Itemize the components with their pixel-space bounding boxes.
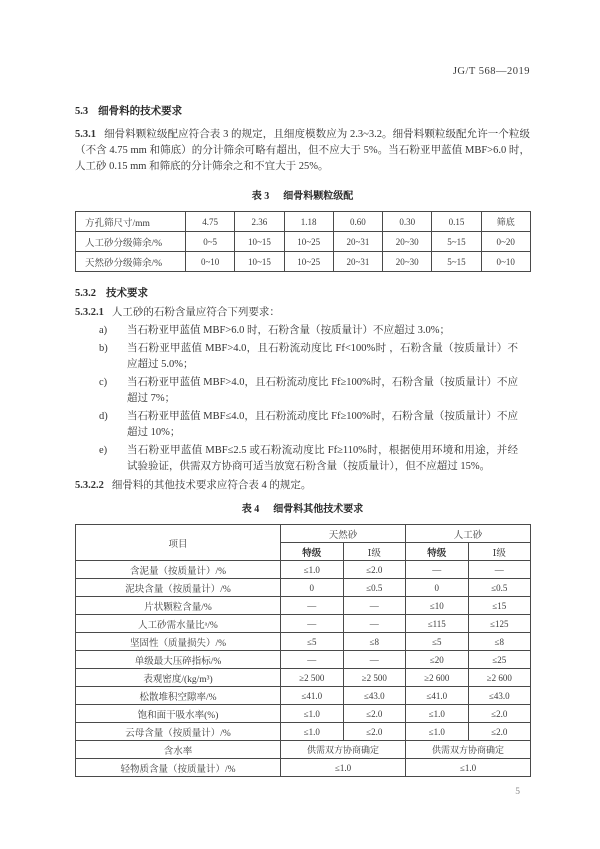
table-cell: 坚固性（质量损失）/% — [76, 633, 281, 651]
table-cell: 方孔筛尺寸/mm — [76, 212, 186, 232]
table-cell: ≤2.0 — [343, 705, 406, 723]
table-cell: ≤125 — [468, 615, 531, 633]
clause-number: 5.3.2.1 — [75, 307, 104, 318]
table-cell: 4.75 — [186, 212, 235, 232]
table-cell: 天然砂分级筛余/% — [76, 252, 186, 272]
clause-text: 人工砂的石粉含量应符合下列要求： — [111, 307, 280, 318]
table4-other-requirements — [75, 524, 531, 777]
section-title: 细骨料的技术要求 — [98, 106, 183, 117]
section-5-3-heading — [75, 103, 530, 118]
table4-caption-title: 细骨料其他技术要求 — [273, 504, 364, 515]
table-row — [76, 579, 531, 597]
clause-5-3-1 — [75, 127, 530, 175]
table-cell: 轻物质含量（按质量计）/% — [76, 759, 281, 777]
table-cell: 天然砂 — [281, 525, 406, 543]
table-cell: 20~31 — [333, 252, 382, 272]
table-cell: ≥2 500 — [281, 669, 344, 687]
list-item-marker: d) — [99, 411, 108, 422]
table-cell: 含水率 — [76, 741, 281, 759]
table-cell: ≤2.0 — [343, 561, 406, 579]
list-item — [75, 409, 530, 441]
table-cell: 项目 — [76, 525, 281, 561]
list-item — [75, 375, 530, 407]
table-cell: 松散堆积空隙率/% — [76, 687, 281, 705]
table-cell: 云母含量（按质量计）/% — [76, 723, 281, 741]
table-cell: ≤43.0 — [468, 687, 531, 705]
table-cell: 筛底 — [481, 212, 530, 232]
table-cell: ≤8 — [468, 633, 531, 651]
table-cell: ≥2 500 — [343, 669, 406, 687]
table-cell: 人工砂 — [406, 525, 531, 543]
list-item-marker: c) — [99, 377, 108, 388]
table-cell: 0.30 — [383, 212, 432, 232]
clause-text: 细骨料颗粒级配应符合表 3 的规定，且细度模数应为 2.3~3.2。细骨料颗粒级配允许一个粒级（不含 4.75 mm 和筛底）的分计筛余可略有超出，但不应大于 5%。当石粉亚甲蓝值 MBF>6.0 时，人工砂 0.15 mm 和筛底的分计筛余之和不宜大于 25%。 — [75, 129, 530, 172]
clause-list — [75, 323, 530, 475]
table-cell: ≤1.0 — [406, 759, 531, 777]
list-item — [75, 443, 530, 475]
table-cell: ≥2 600 — [406, 669, 469, 687]
table-cell: 20~31 — [333, 232, 382, 252]
list-item-marker: b) — [99, 343, 108, 354]
table-cell: 10~25 — [284, 232, 333, 252]
list-item-text: 当石粉亚甲蓝值 MBF>4.0，且石粉流动度比 Ff≥100%时，石粉含量（按质量计）不应超过 7%； — [127, 377, 518, 404]
clause-5-3-2-2 — [75, 477, 530, 492]
table-row — [76, 633, 531, 651]
table-row — [76, 212, 531, 232]
list-item-marker: e) — [99, 445, 108, 456]
table-cell: ≤43.0 — [343, 687, 406, 705]
list-item-marker: a) — [99, 325, 108, 336]
table-cell: 单级最大压碎指标/% — [76, 651, 281, 669]
table-cell: ≤8 — [343, 633, 406, 651]
table-cell: ≤20 — [406, 651, 469, 669]
section-title: 技术要求 — [106, 288, 148, 299]
table-row — [76, 759, 531, 777]
table-header-row — [76, 525, 531, 543]
table-cell: 1.18 — [284, 212, 333, 232]
table-cell: 0~20 — [481, 232, 530, 252]
table-cell: — — [343, 615, 406, 633]
table-cell: — — [281, 651, 344, 669]
table-row — [76, 232, 531, 252]
table-cell: — — [343, 651, 406, 669]
table-cell: 2.36 — [235, 212, 284, 232]
table-cell: 人工砂需水量比ᵃ/% — [76, 615, 281, 633]
table-cell: 特级 — [281, 543, 344, 561]
table-cell: ≤25 — [468, 651, 531, 669]
table-row — [76, 687, 531, 705]
clause-number: 5.3.2.2 — [75, 480, 104, 491]
table-cell: — — [281, 615, 344, 633]
table-cell: 0 — [406, 579, 469, 597]
table-cell: — — [281, 597, 344, 615]
clause-text: 细骨料的其他技术要求应符合表 4 的规定。 — [111, 480, 312, 491]
table-cell: 0~10 — [186, 252, 235, 272]
table4-caption — [75, 500, 530, 515]
table-cell: ≤1.0 — [406, 705, 469, 723]
table-cell: ≤1.0 — [281, 723, 344, 741]
table-cell: 10~15 — [235, 252, 284, 272]
table-cell: 20~30 — [383, 232, 432, 252]
table-cell: 0~10 — [481, 252, 530, 272]
table-cell: 供需双方协商确定 — [281, 741, 406, 759]
list-item — [75, 323, 530, 339]
table-cell: ≤10 — [406, 597, 469, 615]
table-cell: 饱和面干吸水率(%) — [76, 705, 281, 723]
clause-5-3-2-1 — [75, 304, 530, 319]
table-row — [76, 651, 531, 669]
table-cell: Ⅰ级 — [468, 543, 531, 561]
doc-code: JG/T 568—2019 — [452, 66, 530, 77]
table-cell: ≤41.0 — [281, 687, 344, 705]
list-item-text: 当石粉亚甲蓝值 MBF>4.0，且石粉流动度比 Ff<100%时 ，石粉含量（按质量计）不应超过 5.0%； — [127, 343, 518, 370]
table-cell: 泥块含量（按质量计）/% — [76, 579, 281, 597]
list-item-text: 当石粉亚甲蓝值 MBF>6.0 时，石粉含量（按质量计）不应超过 3.0%； — [127, 325, 450, 336]
table-cell: 0~5 — [186, 232, 235, 252]
table-cell: 10~25 — [284, 252, 333, 272]
table-cell: 0.15 — [432, 212, 481, 232]
section-5-3-2-heading — [75, 285, 530, 300]
table-cell: ≤2.0 — [468, 705, 531, 723]
table-cell: ≤1.0 — [281, 759, 406, 777]
table-cell: ≤1.0 — [281, 705, 344, 723]
table-cell: 5~15 — [432, 232, 481, 252]
table3-caption-title: 细骨料颗粒级配 — [283, 191, 354, 202]
section-number: 5.3.2 — [75, 288, 96, 299]
table3-caption-prefix: 表 3 — [251, 191, 270, 202]
table-cell: 供需双方协商确定 — [406, 741, 531, 759]
table-cell: 10~15 — [235, 232, 284, 252]
table-cell: 0.60 — [333, 212, 382, 232]
table-cell: Ⅰ级 — [343, 543, 406, 561]
table-cell: ≤115 — [406, 615, 469, 633]
table-cell: 20~30 — [383, 252, 432, 272]
table-row — [76, 705, 531, 723]
table-cell: ≤0.5 — [468, 579, 531, 597]
table-cell: 人工砂分级筛余/% — [76, 232, 186, 252]
section-number: 5.3 — [75, 106, 89, 117]
table-cell: 特级 — [406, 543, 469, 561]
table-row — [76, 597, 531, 615]
list-item — [75, 341, 530, 373]
table3-caption — [75, 187, 530, 202]
list-item-text: 当石粉亚甲蓝值 MBF≤2.5 或石粉流动度比 Ff≥110%时，根据使用环境和用途，并经试验验证，供需双方协商可适当放宽石粉含量（按质量计），但不应超过 15%。 — [127, 445, 518, 472]
table-cell: 5~15 — [432, 252, 481, 272]
table-cell: ≤5 — [406, 633, 469, 651]
table-cell: ≤15 — [468, 597, 531, 615]
table-cell: ≤2.0 — [468, 723, 531, 741]
page-number: 5 — [515, 787, 520, 797]
table-cell: ≤1.0 — [281, 561, 344, 579]
table-cell: ≤1.0 — [406, 723, 469, 741]
table-row — [76, 741, 531, 759]
table-cell: 0 — [281, 579, 344, 597]
table4-caption-prefix: 表 4 — [241, 504, 260, 515]
table-cell: ≤41.0 — [406, 687, 469, 705]
table3-particle-grading — [75, 211, 531, 272]
table-row — [76, 561, 531, 579]
table-cell: — — [343, 597, 406, 615]
table-cell: 含泥量（按质量计）/% — [76, 561, 281, 579]
table-cell: 片状颗粒含量/% — [76, 597, 281, 615]
table-cell: — — [406, 561, 469, 579]
table-cell: ≤0.5 — [343, 579, 406, 597]
table-cell: ≤5 — [281, 633, 344, 651]
clause-number: 5.3.1 — [75, 129, 96, 140]
table-row — [76, 252, 531, 272]
table-row — [76, 723, 531, 741]
table-cell: 表观密度/(kg/m³) — [76, 669, 281, 687]
table-cell: ≥2 600 — [468, 669, 531, 687]
table-cell: — — [468, 561, 531, 579]
list-item-text: 当石粉亚甲蓝值 MBF≤4.0，且石粉流动度比 Ff≥100%时，石粉含量（按质量计）不应超过 10%； — [127, 411, 518, 438]
table-row — [76, 615, 531, 633]
table-cell: ≤2.0 — [343, 723, 406, 741]
table-row — [76, 669, 531, 687]
